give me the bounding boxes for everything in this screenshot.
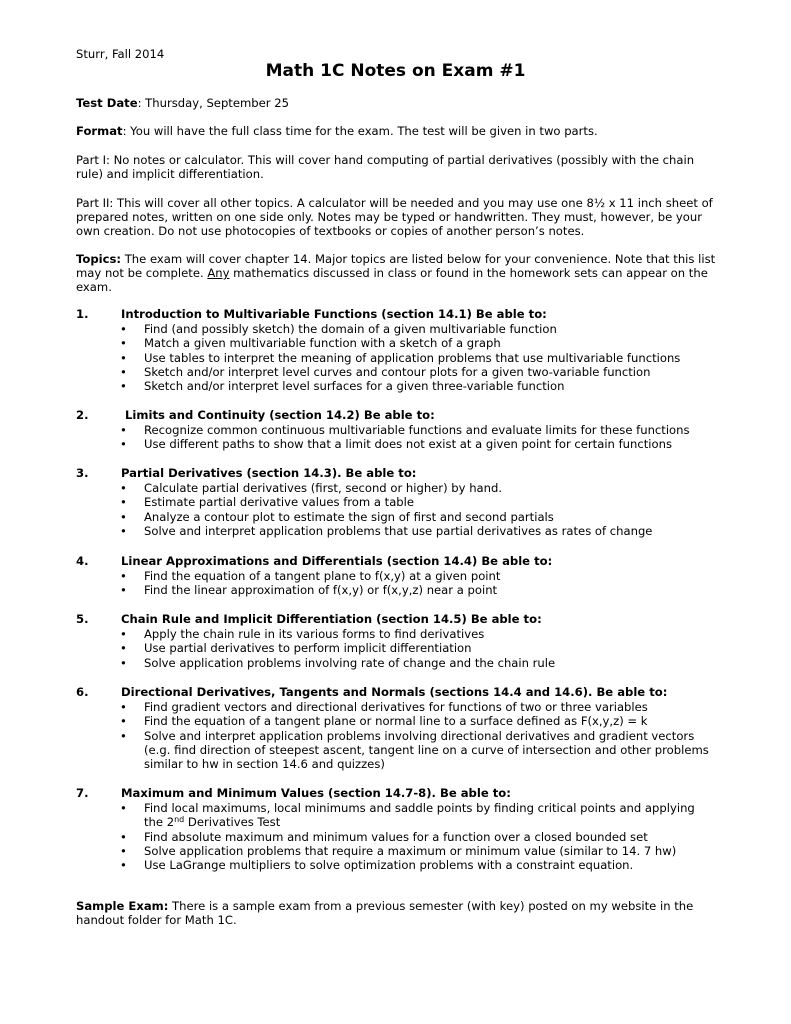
topics-text-before: The exam will cover chapter 14. Major topics are listed below for your convenience. Note that this list may not be complete.	[76, 252, 716, 281]
section-title: Limits and Continuity (section 14.2) Be able to:	[121, 408, 435, 422]
test-date-paragraph	[76, 96, 716, 110]
topics-paragraph	[76, 252, 716, 295]
list-item-text: Solve and interpret application problems that use partial derivatives as rates of change	[144, 523, 653, 538]
section-title: Directional Derivatives, Tangents and Normals (sections 14.4 and 14.6). Be able to:	[121, 685, 668, 699]
list-item-text-part: Find local maximums, local minimums and saddle points by finding critical points and applying the 2	[144, 801, 695, 830]
list-item-text: Estimate partial derivative values from a table	[144, 495, 415, 510]
section-heading	[76, 685, 716, 699]
list-item	[76, 569, 716, 583]
bullet-icon: •	[120, 843, 127, 858]
section-number: 6.	[76, 685, 89, 699]
list-item	[76, 627, 716, 641]
bullet-icon: •	[120, 801, 127, 816]
list-item-text: Find the equation of a tangent plane to f(x,y) at a given point	[144, 569, 501, 584]
list-item	[76, 801, 716, 829]
part2-paragraph: Part II: This will cover all other topics. A calculator will be needed and you may use one 8½ x 11 inch sheet of prepared notes, written on one side only. Notes may be typed or handwritten. They must, however, be your own creation. Do not use photocopies of textbooks or copies of another person’s notes.	[76, 196, 713, 239]
list-item	[76, 379, 716, 393]
bullet-icon: •	[120, 829, 127, 844]
bullet-icon: •	[120, 655, 127, 670]
list-item-text: Find the equation of a tangent plane or normal line to a surface defined as F(x,y,z) = k	[144, 714, 648, 729]
list-item-text: Find absolute maximum and minimum values for a function over a closed bounded set	[144, 829, 648, 844]
list-item	[76, 700, 716, 714]
list-item-text	[144, 801, 695, 829]
author-line: Sturr, Fall 2014	[76, 47, 165, 61]
section-title: Chain Rule and Implicit Differentiation (section 14.5) Be able to:	[121, 612, 542, 626]
bullet-icon: •	[120, 627, 127, 642]
list-item-text: Analyze a contour plot to estimate the sign of first and second partials	[144, 509, 554, 524]
list-item-text: Find gradient vectors and directional derivatives for functions of two or three variables	[144, 700, 648, 715]
section-number: 7.	[76, 786, 89, 800]
list-item-text: Find the linear approximation of f(x,y) or f(x,y,z) near a point	[144, 583, 498, 598]
list-item	[76, 322, 716, 336]
bullet-icon: •	[120, 481, 127, 496]
list-item-text: Recognize common continuous multivariable functions and evaluate limits for these functions	[144, 423, 690, 438]
section-1	[76, 307, 716, 393]
bullet-icon: •	[120, 322, 127, 337]
list-item	[76, 351, 716, 365]
list-item	[76, 714, 716, 728]
list-item-text: Use different paths to show that a limit does not exist at a given point for certain functions	[144, 437, 672, 452]
section-title: Partial Derivatives (section 14.3). Be able to:	[121, 466, 417, 480]
list-item-text: Solve application problems involving rate of change and the chain rule	[144, 655, 556, 670]
section-heading	[76, 307, 716, 321]
topic-list	[76, 423, 716, 451]
bullet-icon: •	[120, 641, 127, 656]
list-item	[76, 495, 716, 509]
format-label: Format	[76, 124, 123, 138]
format-text: : You will have the full class time for the exam. The test will be given in two parts.	[122, 124, 598, 138]
bullet-icon: •	[120, 700, 127, 715]
bullet-icon: •	[120, 728, 127, 743]
list-item-text: Calculate partial derivatives (first, second or higher) by hand.	[144, 481, 503, 496]
list-item-text: Apply the chain rule in its various forms to find derivatives	[144, 627, 485, 642]
bullet-icon: •	[120, 379, 127, 393]
topics-label: Topics:	[76, 252, 122, 266]
bullet-icon: •	[120, 336, 127, 351]
bullet-icon: •	[120, 569, 127, 584]
topics-text-after: mathematics discussed in class or found in the homework sets can appear on the exam.	[76, 266, 708, 295]
section-5	[76, 612, 716, 670]
test-date-text: : Thursday, September 25	[137, 96, 289, 110]
section-4	[76, 554, 716, 598]
list-item	[76, 524, 716, 538]
section-title: Introduction to Multivariable Functions (section 14.1) Be able to:	[121, 307, 547, 321]
section-3	[76, 466, 716, 538]
list-item	[76, 510, 716, 524]
list-item	[76, 656, 716, 670]
section-title: Maximum and Minimum Values (section 14.7-8). Be able to:	[121, 786, 511, 800]
list-item-text: Match a given multivariable function with a sketch of a graph	[144, 336, 501, 351]
list-item-text: Sketch and/or interpret level surfaces for a given three-variable function	[144, 379, 565, 393]
test-date-label: Test Date	[76, 96, 138, 110]
list-item-text: Solve application problems that require a maximum or minimum value (similar to 14. 7 hw)	[144, 843, 677, 858]
format-paragraph	[76, 124, 716, 138]
topic-list	[76, 627, 716, 670]
bullet-icon: •	[120, 364, 127, 379]
list-item	[76, 583, 716, 597]
bullet-icon: •	[120, 423, 127, 438]
list-item	[76, 481, 716, 495]
list-item-text: Use tables to interpret the meaning of application problems that use multivariable functions	[144, 350, 681, 365]
bullet-icon: •	[120, 523, 127, 538]
section-number: 5.	[76, 612, 89, 626]
list-item	[76, 729, 716, 772]
sample-exam-paragraph	[76, 899, 716, 927]
list-item-text: Use partial derivatives to perform implicit differentiation	[144, 641, 472, 656]
sample-exam-text: There is a sample exam from a previous semester (with key) posted on my website in the handout folder for Math 1C.	[76, 899, 694, 928]
list-item	[76, 437, 716, 451]
bullet-icon: •	[120, 583, 127, 598]
bullet-icon: •	[120, 509, 127, 524]
topics-underlined-word: Any	[207, 266, 230, 281]
topic-list	[76, 700, 716, 771]
section-6	[76, 685, 716, 771]
list-item	[76, 641, 716, 655]
list-item	[76, 336, 716, 350]
list-item	[76, 423, 716, 437]
section-heading	[76, 554, 716, 568]
section-title: Linear Approximations and Differentials (section 14.4) Be able to:	[121, 554, 553, 568]
list-item	[76, 844, 716, 858]
topic-list	[76, 569, 716, 597]
topic-list	[76, 801, 716, 872]
section-heading	[76, 408, 716, 422]
topic-list	[76, 322, 716, 393]
bullet-icon: •	[120, 714, 127, 729]
list-item-text-part: Derivatives Test	[184, 815, 281, 830]
list-item-text: Sketch and/or interpret level curves and contour plots for a given two-variable function	[144, 364, 651, 379]
list-item-text: Find (and possibly sketch) the domain of a given multivariable function	[144, 322, 557, 337]
superscript-ordinal: nd	[174, 815, 185, 825]
section-number: 1.	[76, 307, 89, 321]
section-2	[76, 408, 716, 452]
bullet-icon: •	[120, 495, 127, 510]
section-heading	[76, 612, 716, 626]
page-title: Math 1C Notes on Exam #1	[265, 61, 526, 81]
part1-paragraph: Part I: No notes or calculator. This will cover hand computing of partial derivatives (possibly with the chain rule) and implicit differentiation.	[76, 153, 695, 182]
bullet-icon: •	[120, 858, 127, 872]
section-heading	[76, 466, 716, 480]
section-number: 2.	[76, 408, 89, 422]
section-7	[76, 786, 716, 872]
bullet-icon: •	[120, 350, 127, 365]
list-item	[76, 365, 716, 379]
sample-exam-label: Sample Exam:	[76, 899, 169, 913]
list-item	[76, 830, 716, 844]
list-item-text: Solve and interpret application problems involving directional derivatives and gradient vectors (e.g. find direction of steepest ascent, tangent line on a curve of intersection and other problems similar to hw in section 14.6 and quizzes)	[144, 728, 709, 771]
list-item-text: Use LaGrange multipliers to solve optimization problems with a constraint equation.	[144, 858, 634, 872]
section-number: 3.	[76, 466, 89, 480]
section-heading	[76, 786, 716, 800]
list-item	[76, 858, 716, 872]
section-number: 4.	[76, 554, 89, 568]
topic-list	[76, 481, 716, 538]
bullet-icon: •	[120, 437, 127, 452]
